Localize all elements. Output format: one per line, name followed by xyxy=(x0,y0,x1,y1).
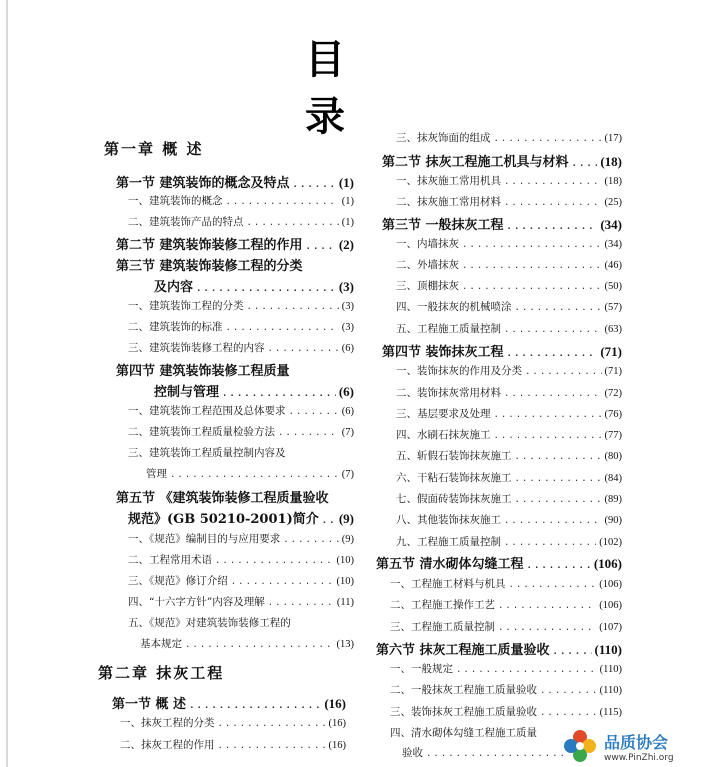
toc-entry-title: 二、工程施工操作工艺 xyxy=(390,599,495,611)
toc-page-number: (106) xyxy=(599,600,622,611)
dot-leader xyxy=(507,222,598,232)
toc-entry-title: 三、抹灰饰面的组成 xyxy=(396,132,491,144)
dot-leader xyxy=(509,580,597,590)
toc-entry-item xyxy=(120,737,346,752)
dot-leader xyxy=(462,240,602,250)
toc-entry-title: 五、《规范》对建筑装饰装修工程的 xyxy=(128,617,291,629)
toc-entry-title: 二、一般抹灰工程施工质量验收 xyxy=(390,684,537,696)
toc-entry-item xyxy=(396,257,622,272)
toc-entry-item xyxy=(396,427,622,442)
toc-entry-title: 二、抹灰工程的作用 xyxy=(120,739,215,751)
toc-page-number: (11) xyxy=(336,597,354,608)
toc-entry-title: 三、《规范》修订介绍 xyxy=(128,575,228,587)
toc-entry-title: 第六节 抹灰工程施工质量验收 xyxy=(376,643,550,658)
dot-leader xyxy=(504,538,596,548)
toc-page-number: (106) xyxy=(593,556,622,571)
toc-entry-item xyxy=(128,615,354,630)
toc-entry-title: 一、内墙抹灰 xyxy=(396,238,459,250)
toc-entry-title: 七、假面砖装饰抹灰施工 xyxy=(396,493,512,505)
toc-page-number: (71) xyxy=(604,366,622,377)
toc-entry-item xyxy=(396,385,622,400)
dot-leader xyxy=(504,198,602,208)
toc-entry-title: 三、装饰抹灰工程施工质量验收 xyxy=(390,706,537,718)
toc-page-number: (10) xyxy=(336,555,354,566)
toc-page-number: (102) xyxy=(599,537,622,548)
toc-entry-item xyxy=(396,470,622,485)
toc-entry-item xyxy=(128,424,354,439)
toc-entry-section xyxy=(376,639,622,658)
dot-leader xyxy=(540,686,597,696)
dot-leader xyxy=(426,749,569,759)
dot-leader xyxy=(462,261,602,271)
toc-entry-title: 二、抹灰施工常用材料 xyxy=(396,196,501,208)
toc-entry-item xyxy=(396,130,622,145)
toc-page-number: (90) xyxy=(604,515,622,526)
toc-entry-chapter xyxy=(104,138,354,159)
toc-page-number: (57) xyxy=(604,302,622,313)
toc-page-number: (17) xyxy=(604,133,622,144)
toc-entry-title: 二、装饰抹灰常用材料 xyxy=(396,387,501,399)
flower-logo-icon xyxy=(560,726,600,766)
toc-entry-title: 第五节 《建筑装饰装修工程质量验收 xyxy=(116,491,329,506)
toc-page-number: (16) xyxy=(328,740,346,751)
toc-entry-title: 管理 xyxy=(146,468,167,480)
toc-entry-section xyxy=(116,487,354,506)
toc-page-number: (107) xyxy=(599,622,622,633)
toc-page-number: (18) xyxy=(600,154,622,169)
toc-entry-title: 九、工程施工质量控制 xyxy=(396,536,501,548)
toc-page-number: (76) xyxy=(604,409,622,420)
dot-leader xyxy=(268,344,339,354)
toc-entry-title: 三、顶棚抹灰 xyxy=(396,280,459,292)
toc-page-number: (77) xyxy=(604,430,622,441)
toc-entry-title: 四、“十六字方针”内容及理解 xyxy=(128,596,265,608)
toc-page-number: (34) xyxy=(604,239,622,250)
toc-entry-title: 三、工程施工质量控制 xyxy=(390,621,495,633)
toc-entry-title: 第五节 清水砌体勾缝工程 xyxy=(376,557,524,572)
dot-leader xyxy=(527,561,591,571)
toc-page-number: (80) xyxy=(604,451,622,462)
toc-page-number: (72) xyxy=(604,388,622,399)
dot-leader xyxy=(462,282,602,292)
dot-leader xyxy=(322,516,336,526)
dot-leader xyxy=(515,303,602,313)
toc-entry-section xyxy=(382,151,622,170)
toc-entry-title: 五、斩假石装饰抹灰施工 xyxy=(396,450,512,462)
toc-entry-title: 第二节 建筑装饰装修工程的作用 xyxy=(116,238,303,253)
dot-leader xyxy=(231,577,334,587)
toc-entry-cont xyxy=(128,508,354,527)
toc-entry-section xyxy=(382,214,622,233)
toc-entry-item xyxy=(396,194,622,209)
toc-entry-item xyxy=(396,406,622,421)
toc-entry-item xyxy=(128,298,354,313)
toc-entry-title: 第一节 建筑装饰的概念及特点 xyxy=(116,176,290,191)
toc-page-number: (7) xyxy=(341,427,354,438)
toc-entry-title: 二、建筑装饰产品的特点 xyxy=(128,216,244,228)
toc-entry-item xyxy=(396,321,622,336)
toc-page-number: (84) xyxy=(604,473,622,484)
dot-leader xyxy=(226,323,339,333)
toc-entry-item xyxy=(128,445,354,460)
dot-leader xyxy=(553,647,592,657)
toc-entry-title: 三、建筑装饰工程质量控制内容及 xyxy=(128,447,286,459)
toc-entry-item xyxy=(396,173,622,188)
dot-leader xyxy=(306,242,336,252)
watermark-name: 品质协会 xyxy=(604,732,669,752)
page-title: 目 录 xyxy=(305,37,405,140)
toc-entry-item xyxy=(128,552,354,567)
dot-leader xyxy=(268,598,334,608)
toc-entry-chapter xyxy=(98,662,348,683)
toc-entry-item xyxy=(396,363,622,378)
toc-entry-section xyxy=(112,693,346,712)
toc-page-number: (10) xyxy=(336,576,354,587)
toc-page-number: (18) xyxy=(604,176,622,187)
toc-entry-title: 四、水刷石抹灰施工 xyxy=(396,429,491,441)
dot-leader xyxy=(226,197,339,207)
toc-entry-title: 二、建筑装饰工程质量检验方法 xyxy=(128,426,275,438)
watermark-logo xyxy=(560,725,705,767)
dot-leader xyxy=(456,665,597,675)
toc-entry-section xyxy=(116,172,354,191)
dot-leader xyxy=(215,556,334,566)
toc-entry-item xyxy=(390,597,622,612)
toc-page-number: (110) xyxy=(594,642,622,657)
toc-entry-title: 第四节 装饰抹灰工程 xyxy=(382,345,504,360)
toc-entry-title: 第二节 抹灰工程施工机具与材料 xyxy=(382,155,569,170)
toc-entry-title: 第一节 概 述 xyxy=(112,697,187,712)
toc-entry-itemcont xyxy=(140,636,354,651)
toc-page-number: (7) xyxy=(341,469,354,480)
toc-entry-cont xyxy=(154,381,354,400)
toc-entry-item xyxy=(128,214,354,229)
toc-page-number: (50) xyxy=(604,281,622,292)
dot-leader xyxy=(525,367,602,377)
dot-leader xyxy=(515,495,602,505)
toc-entry-item xyxy=(396,278,622,293)
dot-leader xyxy=(189,701,321,711)
dot-leader xyxy=(170,470,339,480)
toc-entry-title: 三、基层要求及处理 xyxy=(396,408,491,420)
toc-entry-title: 八、其他装饰抹灰施工 xyxy=(396,514,501,526)
toc-entry-title: 一、建筑装饰工程的分类 xyxy=(128,300,244,312)
dot-leader xyxy=(494,431,602,441)
toc-entry-title: 四、清水砌体勾缝工程施工质量 xyxy=(390,727,537,739)
toc-entry-item xyxy=(396,491,622,506)
toc-entry-cont xyxy=(154,276,354,295)
dot-leader xyxy=(515,452,602,462)
toc-page-number: (46) xyxy=(604,260,622,271)
toc-page-number: (9) xyxy=(341,534,354,545)
dot-leader xyxy=(218,719,326,729)
dot-leader xyxy=(222,389,336,399)
toc-page-number: (6) xyxy=(338,384,354,399)
toc-entry-item xyxy=(396,512,622,527)
toc-page-number: (25) xyxy=(604,197,622,208)
toc-entry-title: 二、建筑装饰的标准 xyxy=(128,321,223,333)
dot-leader xyxy=(504,177,602,187)
toc-page-number: (110) xyxy=(599,664,622,675)
toc-entry-item xyxy=(390,682,622,697)
toc-entry-item xyxy=(128,573,354,588)
dot-leader xyxy=(572,159,598,169)
toc-entry-item xyxy=(390,619,622,634)
toc-entry-section xyxy=(116,255,354,274)
watermark-url: www.PinZhi.org xyxy=(604,752,674,763)
toc-page-number: (3) xyxy=(341,301,354,312)
toc-page-number: (16) xyxy=(324,696,346,711)
toc-entry-title: 规范》(GB 50210-2001)简介 xyxy=(128,512,319,527)
toc-entry-title: 三、建筑装饰装修工程的内容 xyxy=(128,342,265,354)
toc-page-number: (9) xyxy=(338,511,354,526)
toc-entry-title: 一、装饰抹灰的作用及分类 xyxy=(396,365,522,377)
page-edge xyxy=(6,0,8,767)
toc-entry-item xyxy=(128,403,354,418)
toc-page-number: (16) xyxy=(328,718,346,729)
toc-entry-title: 一、建筑装饰的概念 xyxy=(128,195,223,207)
toc-page-number: (13) xyxy=(336,639,354,650)
toc-page-number: (3) xyxy=(341,322,354,333)
toc-entry-title: 一、抹灰施工常用机具 xyxy=(396,175,501,187)
toc-entry-section xyxy=(376,553,622,572)
toc-entry-title: 基本规定 xyxy=(140,638,182,650)
dot-leader xyxy=(185,640,334,650)
toc-entry-title: 四、一般抹灰的机械喷涂 xyxy=(396,301,512,313)
toc-entry-item xyxy=(396,448,622,463)
toc-entry-title: 一、工程施工材料与机具 xyxy=(390,578,506,590)
dot-leader xyxy=(507,349,598,359)
toc-entry-item xyxy=(128,319,354,334)
toc-entry-item xyxy=(120,715,346,730)
toc-entry-title: 一、一般规定 xyxy=(390,663,453,675)
dot-leader xyxy=(196,284,336,294)
dot-leader xyxy=(504,389,602,399)
toc-page-number: (63) xyxy=(604,324,622,335)
toc-entry-item xyxy=(390,576,622,591)
toc-page-number: (6) xyxy=(341,406,354,417)
dot-leader xyxy=(293,180,336,190)
toc-page-number: (106) xyxy=(599,579,622,590)
toc-entry-title: 第三节 一般抹灰工程 xyxy=(382,218,504,233)
toc-entry-title: 二、外墙抹灰 xyxy=(396,259,459,271)
toc-page-number: (1) xyxy=(341,217,354,228)
toc-entry-item xyxy=(128,531,354,546)
dot-leader xyxy=(289,407,339,417)
toc-page-number: (34) xyxy=(600,217,622,232)
toc-page-number: (3) xyxy=(338,279,354,294)
dot-leader xyxy=(498,601,596,611)
toc-entry-title: 及内容 xyxy=(154,280,194,295)
toc-entry-title: 第一章 概 述 xyxy=(104,140,204,158)
dot-leader xyxy=(494,410,602,420)
dot-leader xyxy=(247,302,339,312)
toc-page-number: (6) xyxy=(341,343,354,354)
toc-entry-item xyxy=(128,340,354,355)
toc-entry-item xyxy=(390,661,622,676)
toc-page-number: (1) xyxy=(341,196,354,207)
toc-entry-title: 六、干粘石装饰抹灰施工 xyxy=(396,472,512,484)
toc-page-number: (1) xyxy=(338,175,354,190)
toc-entry-item xyxy=(390,704,622,719)
toc-entry-item xyxy=(396,534,622,549)
dot-leader xyxy=(540,708,597,718)
toc-page-number: (2) xyxy=(338,237,354,252)
toc-entry-section xyxy=(116,360,354,379)
toc-entry-section xyxy=(382,341,622,360)
dot-leader xyxy=(283,535,339,545)
toc-entry-item xyxy=(128,193,354,208)
dot-leader xyxy=(498,623,596,633)
dot-leader xyxy=(247,218,339,228)
toc-entry-title: 五、工程施工质量控制 xyxy=(396,323,501,335)
dot-leader xyxy=(218,741,326,751)
toc-entry-itemcont xyxy=(402,745,572,760)
dot-leader xyxy=(494,134,602,144)
toc-entry-title: 一、抹灰工程的分类 xyxy=(120,717,215,729)
dot-leader xyxy=(504,516,602,526)
toc-entry-title: 第二章 抹灰工程 xyxy=(98,664,225,682)
toc-page-number: (115) xyxy=(599,707,622,718)
dot-leader xyxy=(504,325,602,335)
toc-entry-item xyxy=(396,299,622,314)
toc-page-number: (110) xyxy=(599,685,622,696)
toc-entry-title: 第三节 建筑装饰装修工程的分类 xyxy=(116,259,303,274)
toc-entry-title: 一、《规范》编制目的与应用要求 xyxy=(128,533,281,545)
toc-entry-title: 二、工程常用术语 xyxy=(128,554,212,566)
toc-entry-section xyxy=(116,234,354,253)
toc-entry-title: 验收 xyxy=(402,747,423,759)
toc-page-number: (71) xyxy=(600,344,622,359)
toc-page-number: (89) xyxy=(604,494,622,505)
toc-entry-itemcont xyxy=(146,466,354,481)
dot-leader xyxy=(278,428,339,438)
toc-entry-title: 控制与管理 xyxy=(154,385,220,400)
toc-entry-item xyxy=(396,236,622,251)
toc-entry-title: 一、建筑装饰工程范围及总体要求 xyxy=(128,405,286,417)
toc-entry-title: 第四节 建筑装饰装修工程质量 xyxy=(116,364,290,379)
dot-leader xyxy=(515,474,602,484)
toc-entry-item xyxy=(128,594,354,609)
